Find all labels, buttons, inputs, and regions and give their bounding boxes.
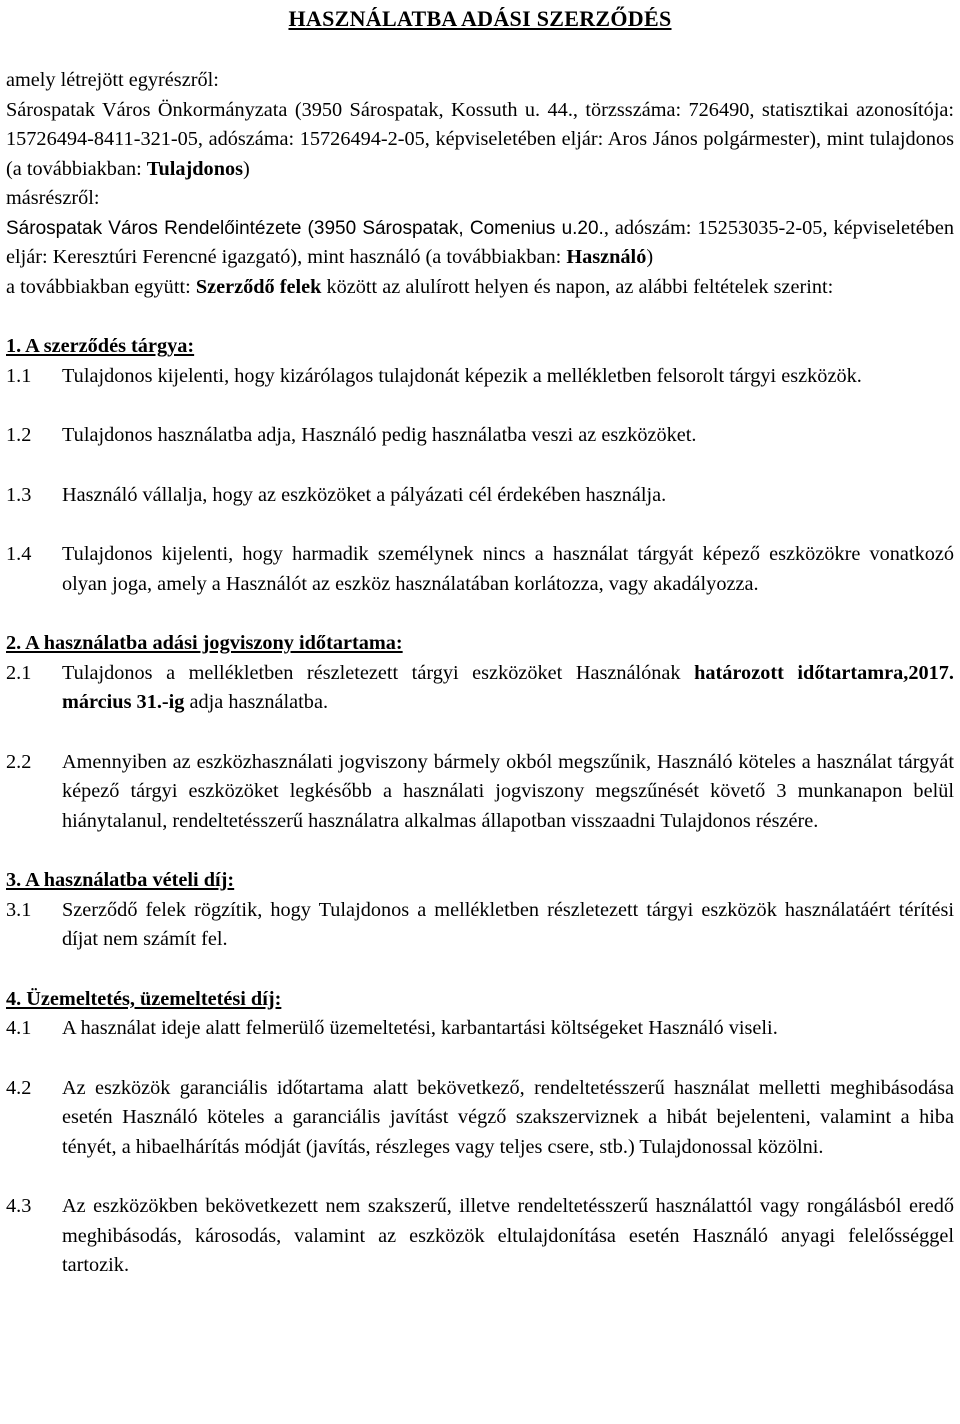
- clause-text: Az eszközök garanciális időtartama alatt bekövetkező, rendeltetésszerű használat melletti meghibásodása esetén Használó köteles a garanciális javítást végző szakszerviznek a hibát bejelenteni, valamint a hiba tényét, a hibaelhárítás módját (javítás, részleges vagy teljes csere, stb.) Tulajdonossal közölni.: [62, 1076, 954, 1158]
- clause-1-2: [6, 421, 954, 451]
- clause-text-end: adja használatba.: [184, 691, 329, 713]
- clause-number: 4.2: [6, 1076, 32, 1099]
- party-2-paragraph: [6, 214, 954, 273]
- clause-number: 1.2: [6, 424, 32, 446]
- party-2-name: Sárospatak Város Rendelőintézete (3950 Sárospatak, Comenius u.20.: [6, 217, 604, 239]
- intro-line-2: másrészről:: [6, 187, 100, 209]
- section-3-heading: 3. A használatba vételi díj:: [6, 869, 235, 891]
- clause-text: Az eszközökben bekövetkezett nem szakszerű, illetve rendeltetésszerű használattól vagy rongálásból eredő meghibásodás, károsodás, valamint az eszközök eltulajdonítása esetén Használó anyagi felelősséggel tartozik.: [62, 1195, 954, 1276]
- clause-text: Tulajdonos kijelenti, hogy kizárólagos tulajdonát képezik a mellékletben felsorolt tárgyi eszközök.: [62, 364, 862, 387]
- party-2-text: , adószám: 15253035-2-05, képviseletében eljár: Keresztúri Ferencné igazgató), mint használó (a továbbiakban:: [6, 216, 954, 268]
- clause-text: Amennyiben az eszközhasználati jogviszony bármely okból megszűnik, Használó köteles a használat tárgyát képező tárgyi eszközöket legkésőbb a használati jogviszony megszűnését követő 3 munkanapon belül hiánytalanul, rendeltetésszerű használatra alkalmas állapotban visszaadni Tulajdonos részére.: [62, 750, 954, 832]
- together-paragraph: [6, 273, 954, 303]
- clause-number: 1.3: [6, 483, 32, 506]
- clause-4-3: [6, 1192, 954, 1281]
- clause-1-4: [6, 540, 954, 599]
- clause-text: Tulajdonos a mellékletben részletezett tárgyi eszközöket Használónak: [62, 661, 695, 684]
- clause-2-1: [6, 659, 954, 718]
- clause-number: 2.2: [6, 750, 32, 773]
- document-title: HASZNÁLATBA ADÁSI SZERZŐDÉS: [288, 6, 672, 31]
- clause-number: 1.4: [6, 543, 32, 565]
- clause-1-3: [6, 481, 954, 511]
- party-1-paragraph: [6, 96, 954, 185]
- clause-text: Szerződő felek rögzítik, hogy Tulajdonos a mellékletben részletezett tárgyi eszközök használatáért térítési díjat nem számít fel.: [62, 898, 954, 950]
- intro-line-1: amely létrejött egyrészről:: [6, 69, 219, 91]
- clause-3-1: [6, 896, 954, 955]
- clause-4-1: [6, 1014, 954, 1044]
- clause-4-2: [6, 1074, 954, 1163]
- clause-2-2: [6, 748, 954, 837]
- clause-emphasis: határozott időtartamra,2017. március 31.-ig: [62, 661, 954, 713]
- party-1-end: ): [243, 157, 250, 180]
- together-alias: Szerződő felek: [195, 275, 322, 298]
- clause-text: Használó vállalja, hogy az eszközöket a pályázati cél érdekében használja.: [62, 483, 667, 506]
- clause-1-1: [6, 362, 954, 392]
- party-1-alias: Tulajdonos: [146, 157, 244, 180]
- party-1-text: Sárospatak Város Önkormányzata (3950 Sárospatak, Kossuth u. 44., törzsszáma: 726490, statisztikai azonosítója: 15726494-8411-321-05, adószáma: 15726494-2-05, képviseletében eljár: Aros János polgármester), mint tulajdonos (a továbbiakban:: [6, 98, 954, 180]
- section-4-heading: 4. Üzemeltetés, üzemeltetési díj:: [6, 987, 282, 1010]
- clause-number: 4.1: [6, 1017, 32, 1039]
- clause-text: A használat ideje alatt felmerülő üzemeltetési, karbantartási költségeket Használó viseli.: [62, 1017, 778, 1039]
- party-2-alias: Használó: [566, 246, 647, 268]
- section-1-heading: 1. A szerződés tárgya:: [6, 335, 195, 357]
- together-post: között az alulírott helyen és napon, az alábbi feltételek szerint:: [321, 275, 834, 298]
- clause-number: 4.3: [6, 1195, 32, 1217]
- section-2-heading: 2. A használatba adási jogviszony időtartama:: [6, 632, 403, 654]
- clause-text: Tulajdonos használatba adja, Használó pedig használatba veszi az eszközöket.: [62, 424, 697, 446]
- together-pre: a továbbiakban együtt:: [6, 275, 196, 298]
- clause-number: 3.1: [6, 898, 32, 921]
- party-2-end: ): [646, 246, 654, 268]
- clause-number: 2.1: [6, 661, 32, 684]
- clause-number: 1.1: [6, 364, 32, 387]
- document-page: [6, 0, 954, 1281]
- clause-text: Tulajdonos kijelenti, hogy harmadik személynek nincs a használat tárgyát képező eszközökre vonatkozó olyan joga, amely a Használót az eszköz használatában korlátozza, vagy akadályozza.: [62, 543, 954, 595]
